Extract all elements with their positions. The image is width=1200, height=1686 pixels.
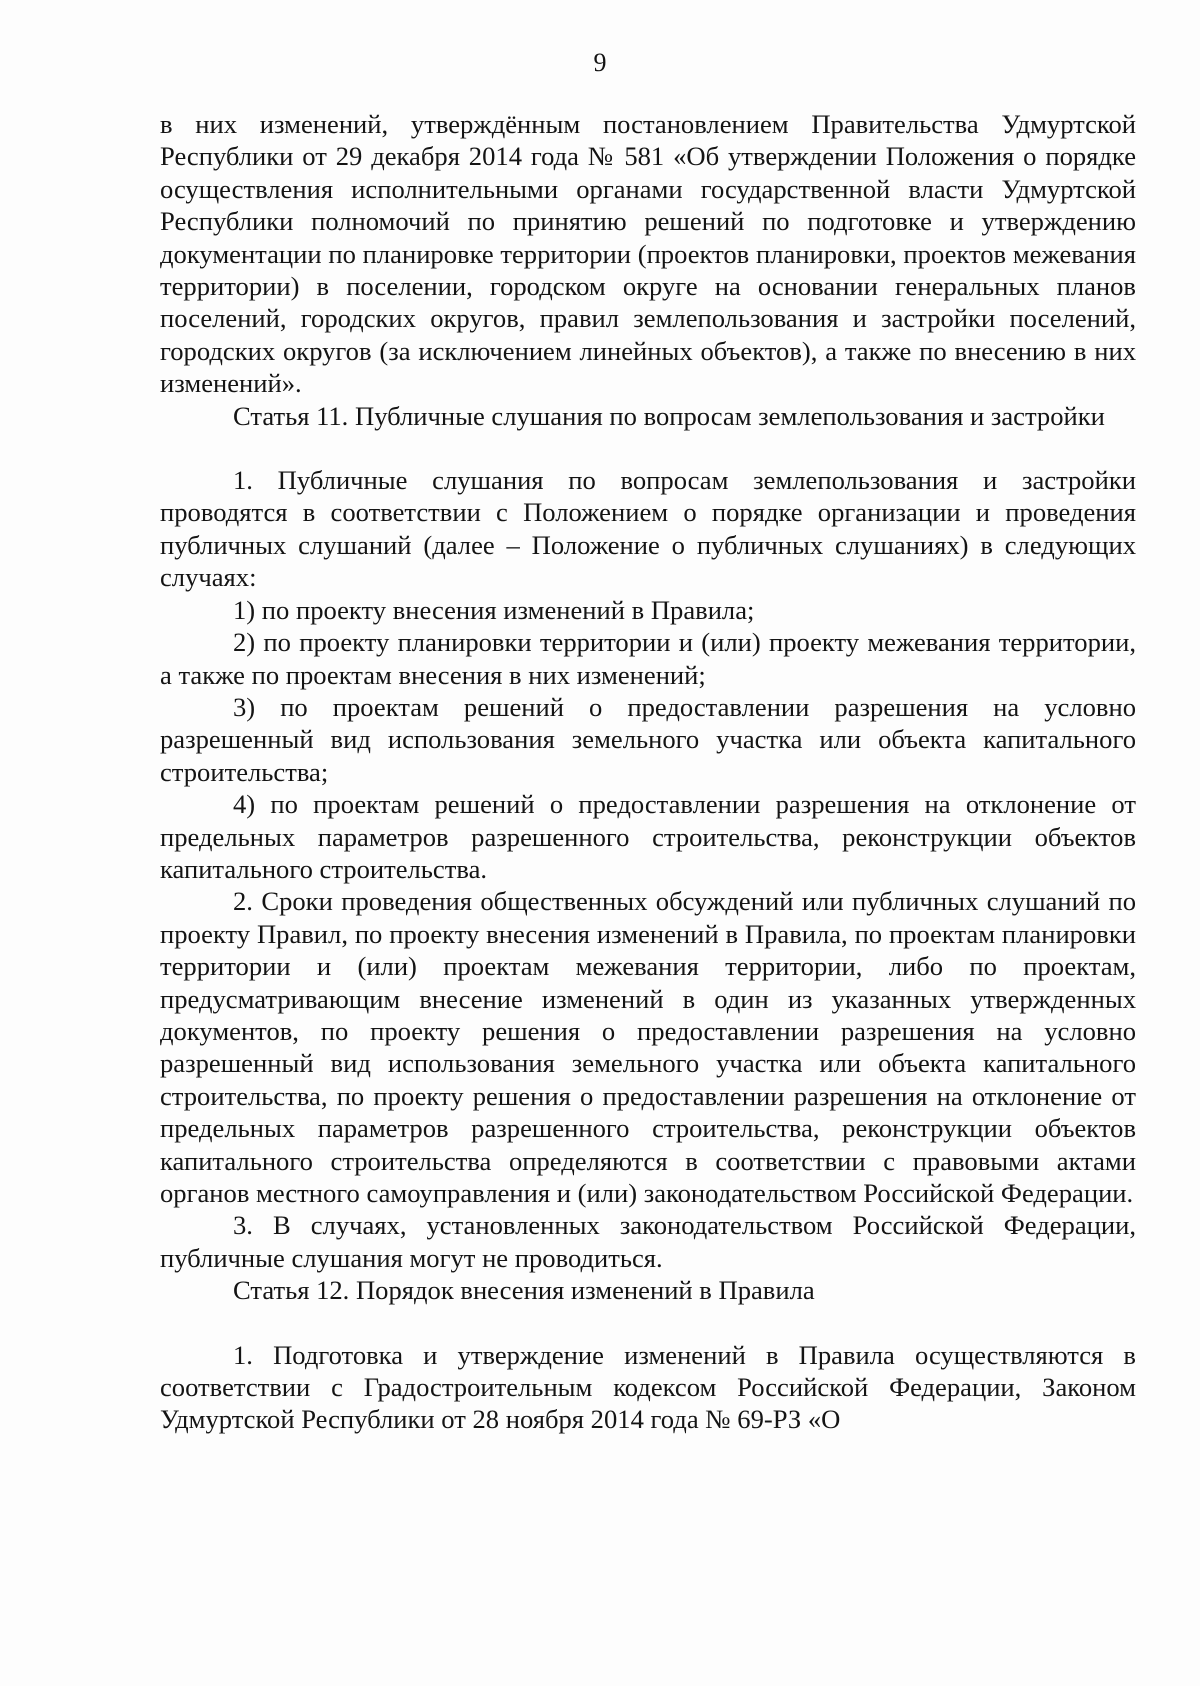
document-body — [160, 108, 1136, 1436]
article-11-item-1: 1) по проекту внесения изменений в Правила; — [233, 594, 755, 625]
article-11-heading: Статья 11. Публичные слушания по вопросам землепользования и застройки — [233, 400, 1105, 431]
article-11-item-4: 4) по проектам решений о предоставлении разрешения на отклонение от предельных параметров разрешенного строительства, реконструкции объектов капитального строительства. — [160, 789, 1136, 884]
article-12-heading: Статья 12. Порядок внесения изменений в Правила — [233, 1275, 815, 1306]
article-11-paragraph-2: 2. Сроки проведения общественных обсуждений или публичных слушаний по проекту Правил, по проекту внесения изменений в Правила, по проектам планировки территории и (или) проектам межевания территории, либо по проектам, предусматривающим внесение изменений в один из указанных утвержденных документов, по проекту решения о предоставлении разрешения на условно разрешенный вид использования земельного участка или объекта капитального строительства, по проекту решения о предоставлении разрешения на отклонение от предельных параметров разрешенного строительства, реконструкции объектов капитального строительства определяются в соответствии с правовыми актами органов местного самоуправления и (или) законодательством Российской Федерации. — [160, 886, 1136, 1208]
article-11-paragraph-1: 1. Публичные слушания по вопросам землепользования и застройки проводятся в соответствии с Положением о порядке организации и проведения публичных слушаний (далее – Положение о публичных слушаниях) в следующих случаях: — [160, 465, 1136, 593]
article-11-paragraph-3: 3. В случаях, установленных законодательством Российской Федерации, публичные слушания могут не проводиться. — [160, 1210, 1136, 1273]
intro-paragraph: в них изменений, утверждённым постановлением Правительства Удмуртской Республики от 29 декабря 2014 года № 581 «Об утверждении Положения о порядке осуществления исполнительными органами государственной власти Удмуртской Республики полномочий по принятию решений по подготовке и утверждению документации по планировке территории (проектов планировки, проектов межевания территории) в поселении, городском округе на основании генеральных планов поселений, городских округов, правил землепользования и застройки поселений, городских округов (за исключением линейных объектов), а также по внесению в них изменений». — [160, 109, 1136, 399]
article-11-item-2: 2) по проекту планировки территории и (или) проекту межевания территории, а также по проектам внесения в них изменений; — [160, 627, 1136, 690]
article-11-item-3: 3) по проектам решений о предоставлении разрешения на условно разрешенный вид использования земельного участка или объекта капитального строительства; — [160, 691, 1136, 787]
page-number: 9 — [593, 48, 607, 77]
article-12-paragraph-1: 1. Подготовка и утверждение изменений в Правила осуществляются в соответствии с Градостроительным кодексом Российской Федерации, Законом Удмуртской Республики от 28 ноября 2014 года № 69-РЗ «О — [160, 1339, 1136, 1435]
